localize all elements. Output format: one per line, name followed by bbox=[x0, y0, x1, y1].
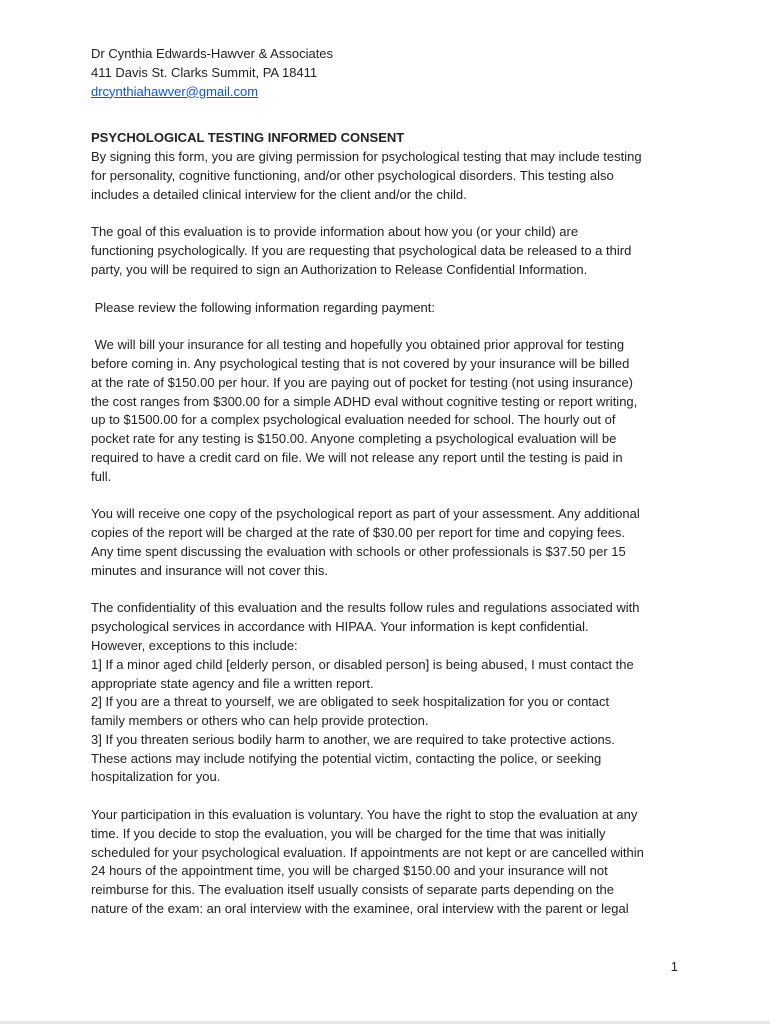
text-line: The confidentiality of this evaluation and the results follow rules and regulations associated with bbox=[91, 600, 640, 616]
paragraph-payment-intro bbox=[91, 299, 691, 318]
text-line: 1] If a minor aged child [elderly person, or disabled person] is being abused, I must contact the bbox=[91, 656, 634, 672]
paragraph-confidentiality bbox=[91, 599, 691, 787]
text-line: We will bill your insurance for all testing and hopefully you obtained prior approval for testing bbox=[91, 337, 625, 353]
text-line: party, you will be required to sign an Authorization to Release Confidential Information. bbox=[91, 261, 588, 277]
paragraph-goal bbox=[91, 223, 691, 279]
text-line: 2] If you are a threat to yourself, we are obligated to seek hospitalization for you or contact bbox=[91, 694, 610, 710]
text-line: These actions may include notifying the potential victim, contacting the police, or seeking bbox=[91, 750, 602, 766]
text-line: 24 hours of the appointment time, you will be charged $150.00 and your insurance will not bbox=[91, 863, 608, 879]
text-line: includes a detailed clinical interview for the client and/or the child. bbox=[91, 186, 467, 202]
text-line: at the rate of $150.00 per hour. If you are paying out of pocket for testing (not using insurance) bbox=[91, 374, 634, 390]
text-line: required to have a credit card on file. We will not release any report until the testing is paid in bbox=[91, 449, 623, 465]
paragraph-report-copies bbox=[91, 505, 691, 580]
practice-address: 411 Davis St. Clarks Summit, PA 18411 bbox=[91, 64, 318, 80]
page-number: 1 bbox=[670, 959, 678, 974]
text-line: copies of the report will be charged at the rate of $30.00 per report for time and copying fees. bbox=[91, 525, 626, 541]
text-line: By signing this form, you are giving permission for psychological testing that may include testing bbox=[91, 149, 642, 165]
text-line: The goal of this evaluation is to provide information about how you (or your child) are bbox=[91, 224, 579, 240]
document-title: PSYCHOLOGICAL TESTING INFORMED CONSENT bbox=[91, 130, 405, 146]
text-line: minutes and insurance will not cover this. bbox=[91, 562, 329, 578]
text-line: functioning psychologically. If you are requesting that psychological data be released to a third bbox=[91, 243, 632, 259]
text-line: hospitalization for you. bbox=[91, 769, 221, 785]
text-line: reimburse for this. The evaluation itself usually consists of separate parts depending on the bbox=[91, 882, 614, 898]
text-line: pocket rate for any testing is $150.00. Anyone completing a psychological evaluation will be bbox=[91, 431, 617, 447]
text-line: before coming in. Any psychological testing that is not covered by your insurance will be billed bbox=[91, 355, 630, 371]
text-line: Any time spent discussing the evaluation with schools or other professionals is $37.50 per 15 bbox=[91, 543, 626, 559]
text-line: full. bbox=[91, 468, 112, 484]
paragraph-participation bbox=[91, 806, 691, 919]
paragraph-consent bbox=[91, 148, 691, 204]
text-line: You will receive one copy of the psychological report as part of your assessment. Any additional bbox=[91, 506, 640, 522]
text-line: scheduled for your psychological evaluation. If appointments are not kept or are cancelled within bbox=[91, 844, 644, 860]
text-line: nature of the exam: an oral interview with the examinee, oral interview with the parent or legal bbox=[91, 901, 629, 917]
paragraph-billing bbox=[91, 336, 691, 486]
text-line: up to $1500.00 for a complex psychological evaluation needed for school. The hourly out of bbox=[91, 412, 616, 428]
text-line: psychological services in accordance with HIPAA. Your information is kept confidential. bbox=[91, 619, 589, 635]
text-line: time. If you decide to stop the evaluation, you will be charged for the time that was initially bbox=[91, 825, 606, 841]
email-link[interactable]: drcynthiahawver@gmail.com bbox=[91, 83, 259, 99]
document-body bbox=[91, 45, 691, 919]
text-line: appropriate state agency and file a written report. bbox=[91, 675, 374, 691]
text-line: Your participation in this evaluation is voluntary. You have the right to stop the evaluation at any bbox=[91, 807, 638, 823]
text-line: family members or others who can help provide protection. bbox=[91, 713, 429, 729]
practice-name: Dr Cynthia Edwards-Hawver & Associates bbox=[91, 46, 334, 61]
text-line: 3] If you threaten serious bodily harm to another, we are required to take protective actions. bbox=[91, 731, 615, 747]
text-line: However, exceptions to this include: bbox=[91, 637, 298, 653]
text-line: the cost ranges from $300.00 for a simple ADHD eval without cognitive testing or report writing, bbox=[91, 393, 638, 409]
text-line: for personality, cognitive functioning, and/or other psychological disorders. This testing also bbox=[91, 167, 614, 183]
text-line: Please review the following information regarding payment: bbox=[91, 299, 435, 315]
email-line bbox=[91, 83, 691, 102]
